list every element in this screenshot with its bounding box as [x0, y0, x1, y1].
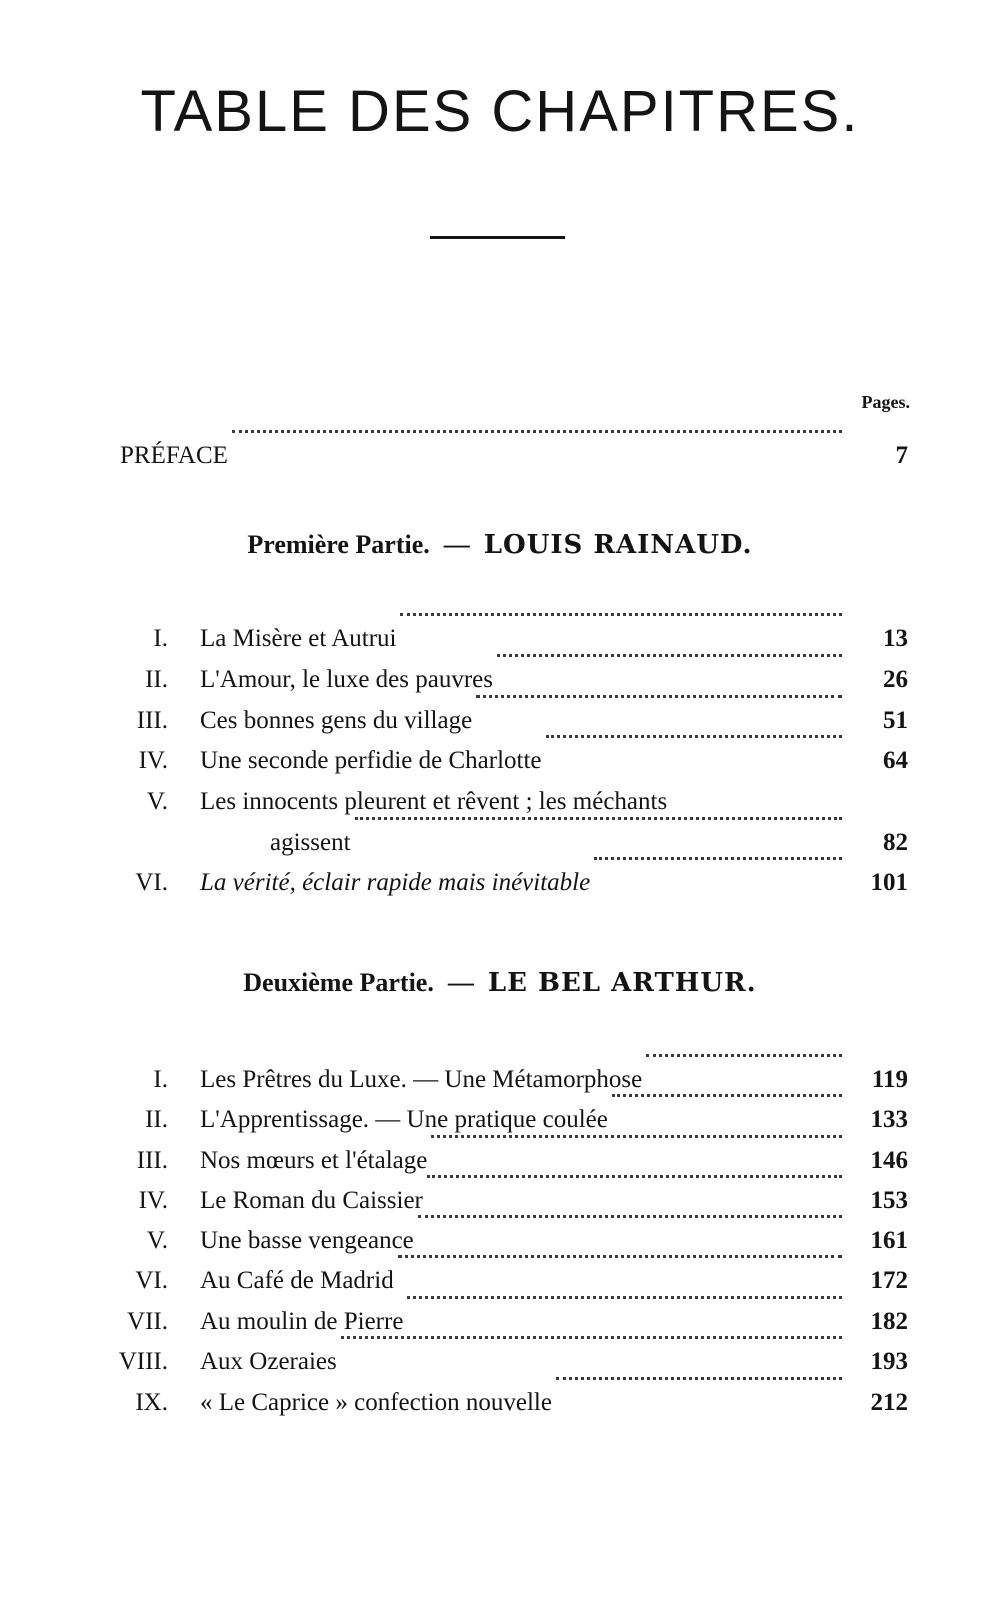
- leader-dots: [341, 1336, 842, 1339]
- pages-column-label: Pages.: [861, 392, 910, 412]
- part-two-name: LE BEL ARTHUR.: [487, 968, 757, 998]
- chapter-page: 182: [870, 1308, 908, 1335]
- chapter-page: 51: [883, 707, 908, 734]
- chapter-title: Aux Ozeraies: [200, 1348, 337, 1375]
- chapter-page: 212: [870, 1389, 908, 1416]
- toc-row: [0, 1061, 1000, 1099]
- toc-row: [0, 1101, 1000, 1139]
- chapter-page: 82: [883, 829, 908, 856]
- preface-page: 7: [895, 442, 908, 469]
- chapter-page: 119: [871, 1066, 908, 1093]
- leader-dots: [646, 1054, 842, 1057]
- chapter-title-continuation: agissent: [270, 829, 351, 856]
- chapter-title: La vérité, éclair rapide mais inévitable: [200, 869, 591, 896]
- preface-label: PRÉFACE: [120, 442, 228, 469]
- leader-dots: [431, 1135, 842, 1138]
- chapter-number: V.: [146, 788, 168, 815]
- leader-dots: [427, 1175, 842, 1178]
- chapter-number: IV.: [138, 747, 168, 774]
- leader-dots: [418, 1215, 842, 1218]
- chapter-title: Une seconde perfidie de Charlotte: [200, 747, 542, 774]
- leader-dots: [497, 654, 842, 657]
- part-two-dash: —: [447, 968, 474, 997]
- part-one-dash: —: [443, 530, 470, 559]
- chapter-number: V.: [146, 1227, 168, 1254]
- chapter-page: 101: [870, 869, 908, 896]
- title-rule: [430, 236, 565, 239]
- chapter-number: I.: [153, 625, 168, 652]
- chapter-number: VII.: [127, 1308, 168, 1335]
- chapter-title: Au Café de Madrid: [200, 1267, 394, 1294]
- toc-row: [0, 620, 1000, 658]
- chapter-page: 172: [870, 1267, 908, 1294]
- toc-row: [0, 1343, 1000, 1381]
- chapter-page: 64: [883, 747, 908, 774]
- chapter-title: La Misère et Autrui: [200, 625, 397, 652]
- part-one-name: LOUIS RAINAUD.: [483, 530, 753, 560]
- chapter-title: Le Roman du Caissier: [200, 1187, 423, 1214]
- chapter-title: Nos mœurs et l'étalage: [200, 1147, 428, 1174]
- leader-dots: [407, 1296, 842, 1299]
- chapter-page: 133: [870, 1106, 908, 1133]
- chapter-title: Ces bonnes gens du village: [200, 707, 473, 734]
- toc-row: [0, 702, 1000, 740]
- chapter-page: 193: [870, 1348, 908, 1375]
- chapter-page: 146: [870, 1147, 908, 1174]
- chapter-title: Les Prêtres du Luxe. — Une Métamorphose: [200, 1066, 643, 1093]
- toc-row: [0, 1384, 1000, 1422]
- chapter-title: Au moulin de Pierre: [200, 1308, 404, 1335]
- toc-row: [0, 783, 1000, 821]
- chapter-number: VIII.: [118, 1348, 168, 1375]
- leader-dots: [546, 735, 842, 738]
- chapter-number: VI.: [135, 1267, 168, 1294]
- chapter-number: IV.: [138, 1187, 168, 1214]
- chapter-number: III.: [136, 1147, 168, 1174]
- leader-dots: [400, 613, 842, 616]
- chapter-title: « Le Caprice » confection nouvelle: [200, 1389, 552, 1416]
- chapter-page: 153: [870, 1187, 908, 1214]
- chapter-number: IX.: [135, 1389, 168, 1416]
- leader-dots: [355, 817, 842, 820]
- leader-dots: [556, 1377, 842, 1380]
- leader-dots: [594, 857, 842, 860]
- part-one-label: Première Partie.: [247, 530, 430, 559]
- toc-row: [0, 661, 1000, 699]
- leader-dots: [232, 430, 842, 433]
- leader-dots: [612, 1094, 842, 1097]
- toc-row: [0, 742, 1000, 780]
- chapter-page: 161: [870, 1227, 908, 1254]
- chapter-number: VI.: [135, 869, 168, 896]
- chapter-title: L'Amour, le luxe des pauvres: [200, 666, 494, 693]
- part-two-heading: [0, 968, 1000, 998]
- chapter-number: I.: [153, 1066, 168, 1093]
- chapter-number: II.: [145, 666, 168, 693]
- leader-dots: [476, 695, 842, 698]
- leader-dots: [398, 1255, 842, 1258]
- toc-row: [0, 864, 1000, 902]
- chapter-title: L'Apprentissage. — Une pratique coulée: [200, 1106, 608, 1133]
- chapter-title: Les innocents pleurent et rêvent ; les méchants: [200, 788, 668, 815]
- toc-row: [0, 1262, 1000, 1300]
- chapter-number: III.: [136, 707, 168, 734]
- chapter-title: Une basse vengeance: [200, 1227, 414, 1254]
- chapter-page: 13: [883, 625, 908, 652]
- part-one-heading: [0, 530, 1000, 560]
- chapter-number: II.: [145, 1106, 168, 1133]
- part-two-label: Deuxième Partie.: [243, 968, 434, 997]
- preface-entry: [120, 437, 908, 475]
- page-title: TABLE DES CHAPITRES.: [140, 79, 860, 144]
- chapter-page: 26: [883, 666, 908, 693]
